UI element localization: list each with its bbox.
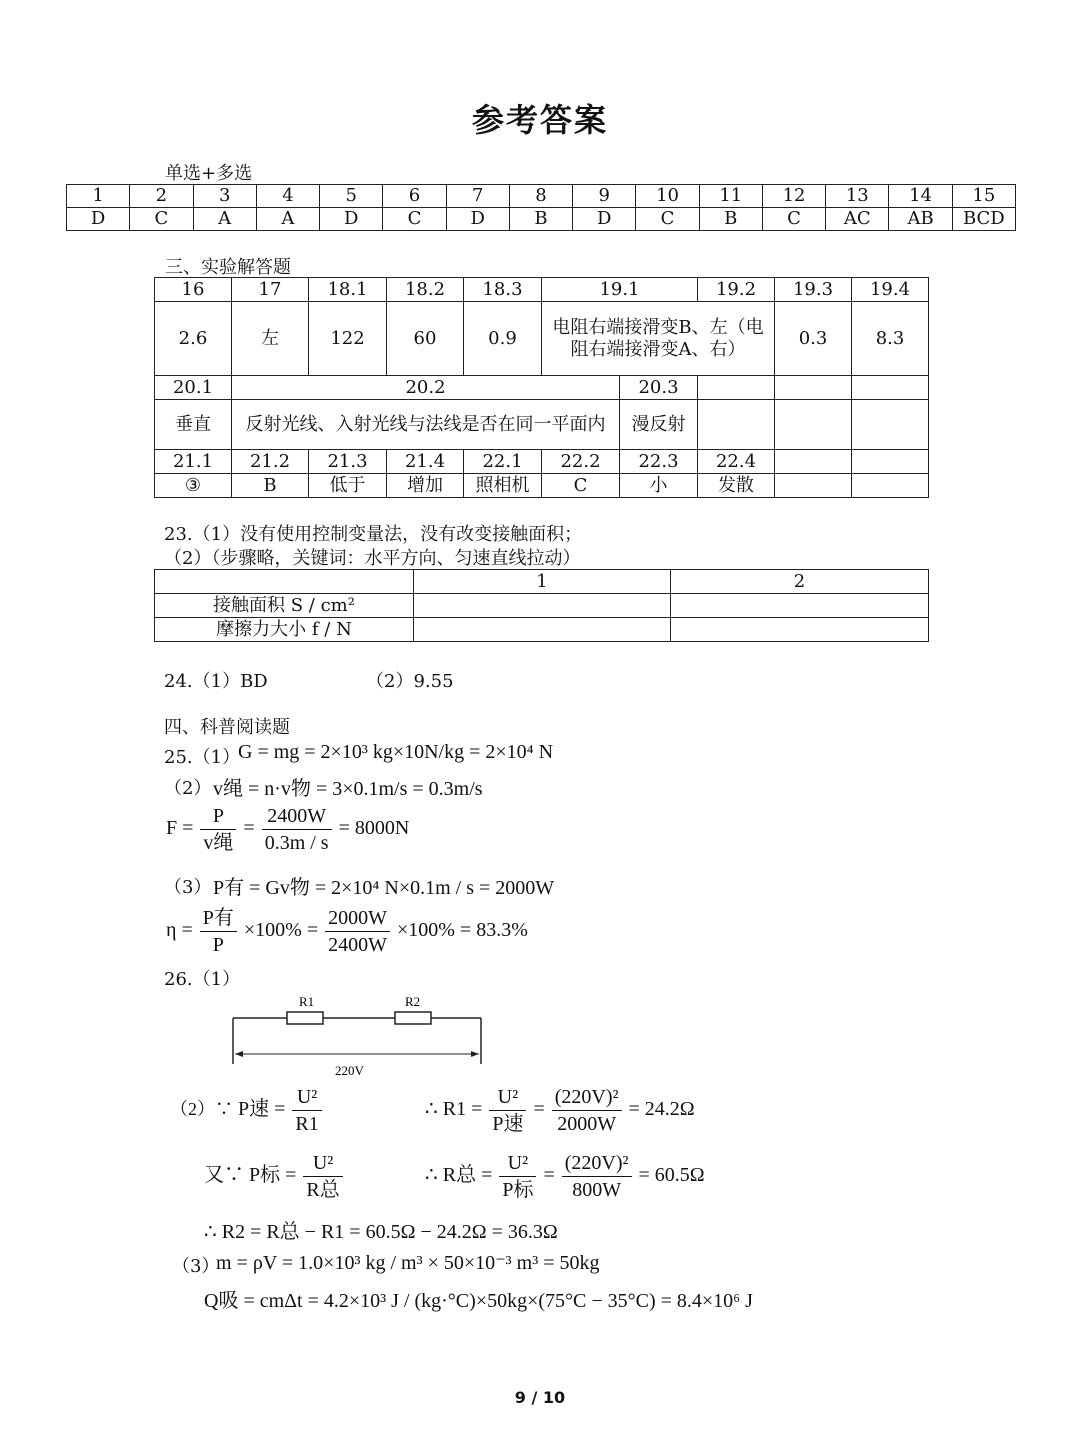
mc-question-number: 9 (573, 185, 636, 208)
fraction: $\frac{\text{U²}}{\text{R总}}$ (303, 1150, 342, 1203)
mc-question-number: 11 (699, 185, 762, 208)
cell: 接触面积 S / cm² (155, 594, 414, 618)
cell: 1 (414, 570, 671, 594)
q26-part1-label: 26.（1） (164, 969, 241, 990)
q26-eq2: ∴ R1 = $\frac{\text{U²}}{\text{P速}}$ = $\frac{\text{(220V)²}}{2000W}$ = 24.2Ω (425, 1086, 695, 1135)
cell: 19.4 (852, 278, 929, 302)
fraction: $\frac{P}{\text{v绳}}$ (200, 803, 236, 856)
cell: 21.1 (155, 450, 232, 474)
page-number: 9 / 10 (514, 1388, 566, 1407)
cell: 电阻右端接滑变B、左（电阻右端接滑变A、右） (542, 302, 775, 376)
mc-question-number: 10 (636, 185, 699, 208)
resistor-r2 (395, 1012, 431, 1024)
cell (775, 450, 852, 474)
q25-part1-label: 25.（1） (164, 747, 241, 768)
arrow-left-icon (235, 1051, 243, 1057)
cell: 摩擦力大小 f / N (155, 618, 414, 642)
circuit-diagram (225, 988, 495, 1080)
cell (852, 474, 929, 498)
q26-eq1: （2）∵ P速 = $\frac{\text{U²}}{R1}$ (170, 1084, 324, 1137)
q25-eq3: P有 = Gv物 = 2×10⁴ N×0.1m / s = 2000W (213, 877, 555, 899)
mc-question-number: 15 (952, 185, 1015, 208)
mc-answer: C (636, 208, 699, 231)
mc-answer: B (509, 208, 572, 231)
mc-answer: D (67, 208, 130, 231)
cell: ③ (155, 474, 232, 498)
cell: 18.1 (309, 278, 387, 302)
cell (155, 570, 414, 594)
mc-table (66, 184, 1016, 231)
mc-answer: B (699, 208, 762, 231)
cell (775, 376, 852, 400)
cell: 18.3 (464, 278, 542, 302)
cell: 19.1 (542, 278, 698, 302)
mc-answer: D (320, 208, 383, 231)
resistor-r1 (287, 1012, 323, 1024)
arrow-right-icon (471, 1051, 479, 1057)
fraction: $\frac{\text{(220V)²}}{800W}$ (562, 1150, 632, 1203)
fraction: $\frac{\text{(220V)²}}{2000W}$ (552, 1084, 622, 1137)
cell: 低于 (309, 474, 387, 498)
cell: 122 (309, 302, 387, 376)
cell: 19.3 (775, 278, 852, 302)
mc-answer: C (762, 208, 825, 231)
cell: 19.2 (698, 278, 775, 302)
cell: 20.2 (232, 376, 620, 400)
mc-question-number: 1 (67, 185, 130, 208)
cell: B (232, 474, 309, 498)
mc-answer: C (130, 208, 193, 231)
cell: 增加 (387, 474, 464, 498)
fraction: $\frac{\text{U²}}{\text{P标}}$ (499, 1150, 536, 1203)
cell: 21.2 (232, 450, 309, 474)
cell: 60 (387, 302, 464, 376)
voltage-label: 220V (335, 1063, 364, 1078)
cell (671, 594, 929, 618)
cell (414, 618, 671, 642)
cell: 反射光线、入射光线与法线是否在同一平面内 (232, 400, 620, 450)
cell (414, 594, 671, 618)
mc-question-number: 14 (889, 185, 952, 208)
q23-line1: 23.（1）没有使用控制变量法，没有改变接触面积； (164, 524, 583, 545)
q24-part2: （2）9.55 (366, 671, 454, 692)
cell: 0.9 (464, 302, 542, 376)
mc-answer: D (446, 208, 509, 231)
mc-question-number: 7 (446, 185, 509, 208)
cell: 18.2 (387, 278, 464, 302)
mc-answer: A (193, 208, 256, 231)
mc-answer: AB (889, 208, 952, 231)
mc-number-row (67, 185, 1016, 208)
cell (775, 474, 852, 498)
cell (852, 450, 929, 474)
q26-eq7: Q吸 = cmΔt = 4.2×10³ J / (kg·°C)×50kg×(75°C − 35°C) = 8.4×10⁶ J (204, 1290, 753, 1312)
q23-table (154, 569, 929, 642)
cell (671, 618, 929, 642)
fraction: $\frac{2000W}{2400W}$ (325, 905, 390, 958)
q26-eq5: ∴ R2 = R总 − R1 = 60.5Ω − 24.2Ω = 36.3Ω (204, 1221, 558, 1243)
q26-eq6: m = ρV = 1.0×10³ kg / m³ × 50×10⁻³ m³ = 50kg (216, 1252, 600, 1274)
mc-question-number: 4 (256, 185, 319, 208)
q25-part2-label: （2） (164, 778, 212, 799)
cell: 发散 (698, 474, 775, 498)
mc-answer: AC (826, 208, 889, 231)
q23-line2: （2）（步骤略，关键词：水平方向、匀速直线拉动） (164, 548, 581, 569)
cell: 21.4 (387, 450, 464, 474)
q25-eq1: G = mg = 2×10³ kg×10N/kg = 2×10⁴ N (238, 741, 554, 763)
fraction: $\frac{2400W}{0.3m / s}$ (262, 803, 332, 856)
mc-question-number: 6 (383, 185, 446, 208)
section-3-heading: 三、实验解答题 (165, 257, 291, 278)
mc-label: 单选+多选 (165, 163, 253, 184)
cell: 22.2 (542, 450, 620, 474)
cell: 小 (620, 474, 698, 498)
cell: 左 (232, 302, 309, 376)
page-title: 参考答案 (471, 101, 608, 139)
q25-eq-efficiency: η = $\frac{\text{P有}}{P}$ ×100% = $\frac{2000W}{2400W}$ ×100% = 83.3% (166, 907, 528, 956)
cell (852, 376, 929, 400)
q26-part3-label: （3） (172, 1256, 220, 1277)
cell (698, 376, 775, 400)
cell: C (542, 474, 620, 498)
mc-answer: BCD (952, 208, 1015, 231)
cell: 2 (671, 570, 929, 594)
cell: 垂直 (155, 400, 232, 450)
mc-question-number: 2 (130, 185, 193, 208)
cell: 照相机 (464, 474, 542, 498)
cell: 22.4 (698, 450, 775, 474)
q25-eq-force: F = $\frac{P}{\text{v绳}}$ = $\frac{2400W}{0.3m / s}$ = 8000N (166, 805, 410, 854)
mc-question-number: 3 (193, 185, 256, 208)
cell (698, 400, 775, 450)
mc-question-number: 5 (320, 185, 383, 208)
cell: 17 (232, 278, 309, 302)
cell: 0.3 (775, 302, 852, 376)
experiment-table (154, 277, 929, 498)
q25-eq2: v绳 = n·v物 = 3×0.1m/s = 0.3m/s (213, 778, 483, 800)
mc-question-number: 8 (509, 185, 572, 208)
r2-label: R2 (405, 994, 421, 1009)
fraction: $\frac{\text{U²}}{R1}$ (292, 1084, 321, 1137)
mc-answer-row (67, 208, 1016, 231)
mc-question-number: 13 (826, 185, 889, 208)
q25-part3-label: （3） (164, 877, 212, 898)
fraction: $\frac{\text{U²}}{\text{P速}}$ (489, 1084, 526, 1137)
cell: 漫反射 (620, 400, 698, 450)
cell: 16 (155, 278, 232, 302)
q26-eq3: 又∵ P标 = $\frac{\text{U²}}{\text{R总}}$ (204, 1150, 345, 1203)
cell (775, 400, 852, 450)
mc-answer: A (256, 208, 319, 231)
cell: 20.1 (155, 376, 232, 400)
cell: 2.6 (155, 302, 232, 376)
mc-answer: C (383, 208, 446, 231)
fraction: $\frac{\text{P有}}{P}$ (200, 905, 237, 958)
cell: 22.3 (620, 450, 698, 474)
cell (852, 400, 929, 450)
mc-question-number: 12 (762, 185, 825, 208)
cell: 8.3 (852, 302, 929, 376)
section-4-heading: 四、科普阅读题 (164, 717, 290, 738)
cell: 21.3 (309, 450, 387, 474)
mc-answer: D (573, 208, 636, 231)
cell: 20.3 (620, 376, 698, 400)
q26-eq4: ∴ R总 = $\frac{\text{U²}}{\text{P标}}$ = $\frac{\text{(220V)²}}{800W}$ = 60.5Ω (425, 1152, 705, 1201)
cell: 22.1 (464, 450, 542, 474)
q24-part1: 24.（1）BD (164, 671, 268, 692)
r1-label: R1 (299, 994, 315, 1009)
